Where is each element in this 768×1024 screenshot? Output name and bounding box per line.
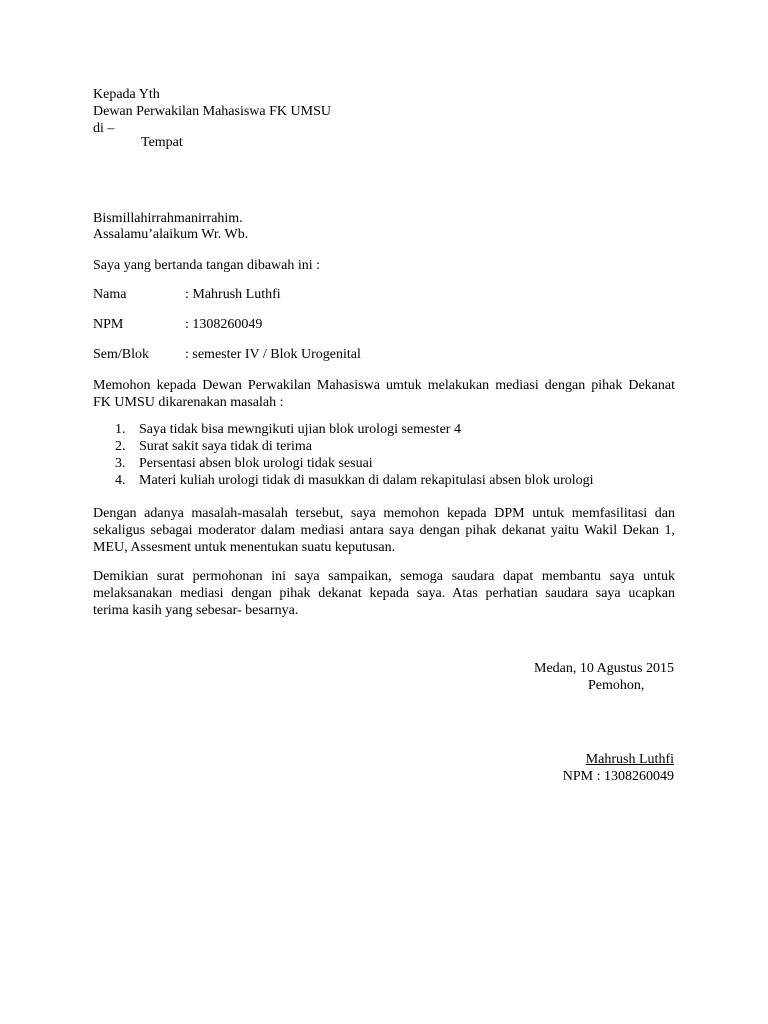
paragraph-2-line-2: melaksanakan mediasi dengan pihak dekanat kepada saya. Atas perhatian saudara saya ucapkan bbox=[93, 586, 675, 601]
list-item-text: Materi kuliah urologi tidak di masukkan di dalam rekapitulasi absen blok urologi bbox=[139, 473, 594, 488]
list-item-number: 4. bbox=[115, 473, 126, 488]
intro-statement: Saya yang bertanda tangan dibawah ini : bbox=[93, 258, 321, 273]
identity-value-semester: : semester IV / Blok Urogenital bbox=[185, 347, 361, 362]
signer-role: Pemohon, bbox=[588, 678, 645, 693]
request-line-1: Memohon kepada Dewan Perwakilan Mahasiswa umtuk melakukan mediasi dengan pihak Dekanat bbox=[93, 378, 675, 393]
list-item-number: 3. bbox=[115, 456, 126, 471]
paragraph-2-line-1: Demikian surat permohonan ini saya sampaikan, semoga saudara dapat membantu saya untuk bbox=[93, 569, 675, 584]
identity-label-npm: NPM bbox=[93, 317, 124, 332]
list-item-text: Surat sakit saya tidak di terima bbox=[139, 439, 313, 454]
list-item-number: 1. bbox=[115, 422, 126, 437]
list-item-text: Persentasi absen blok urologi tidak sesuai bbox=[139, 456, 373, 471]
place-date: Medan, 10 Agustus 2015 bbox=[534, 661, 674, 676]
problem-list bbox=[93, 421, 683, 489]
identity-value-npm: : 1308260049 bbox=[185, 317, 263, 332]
list-item bbox=[93, 472, 683, 489]
request-line-2: FK UMSU dikarenakan masalah : bbox=[93, 395, 284, 410]
list-item-text: Saya tidak bisa mewngikuti ujian blok urologi semester 4 bbox=[139, 422, 461, 437]
opening-salam: Assalamu’alaikum Wr. Wb. bbox=[93, 227, 249, 242]
recipient-salutation: Kepada Yth bbox=[93, 87, 160, 102]
opening-basmala: Bismillahirrahmanirrahim. bbox=[93, 211, 243, 226]
identity-label-name: Nama bbox=[93, 287, 127, 302]
list-item-number: 2. bbox=[115, 439, 126, 454]
list-item bbox=[93, 455, 683, 472]
recipient-name: Dewan Perwakilan Mahasiswa FK UMSU bbox=[93, 104, 331, 119]
list-item bbox=[93, 438, 683, 455]
paragraph-1-line-3: MEU, Assesment untuk menentukan suatu keputusan. bbox=[93, 540, 396, 555]
paragraph-2-line-3: terima kasih yang sebesar- besarnya. bbox=[93, 603, 299, 618]
recipient-place: Tempat bbox=[141, 135, 183, 150]
paragraph-1-line-2: sekaligus sebagai moderator dalam mediasi antara saya dengan pihak dekanat yaitu Wakil Dekan 1, bbox=[93, 523, 675, 538]
recipient-location: di – bbox=[93, 121, 115, 136]
paragraph-1-line-1: Dengan adanya masalah-masalah tersebut, saya memohon kepada DPM untuk memfasilitasi dan bbox=[93, 506, 675, 521]
identity-label-semester: Sem/Blok bbox=[93, 347, 150, 362]
signer-npm: NPM : 1308260049 bbox=[562, 769, 674, 784]
list-item bbox=[93, 421, 683, 438]
signer-name: Mahrush Luthfi bbox=[585, 752, 674, 767]
identity-value-name: : Mahrush Luthfi bbox=[185, 287, 281, 302]
